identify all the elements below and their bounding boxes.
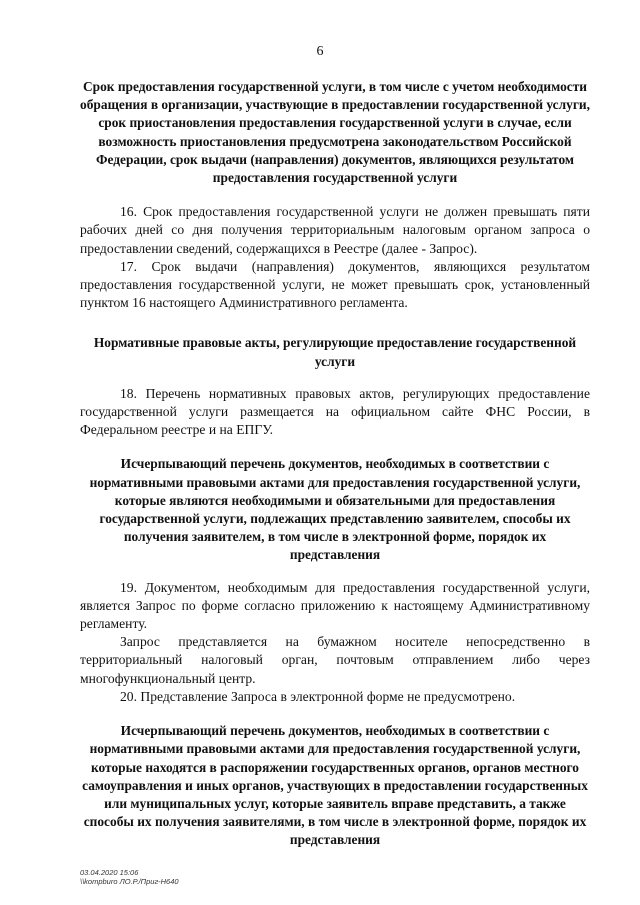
section-heading-normative-acts: Нормативные правовые акты, регулирующие предоставление государственной услуги	[93, 335, 577, 369]
paragraph-17: 17. Срок выдачи (направления) документов, являющихся результатом предоставления государственной услуги, не может превышать срок, установленный пунктом 16 настоящего Административного регламента.	[80, 258, 590, 311]
paragraph-19: 19. Документом, необходимым для предоставления государственной услуги, является Запрос по форме согласно приложению к настоящему Административному регламенту.	[80, 579, 590, 632]
footer-file-path: \\kompburo ЛО.Р./Приг-Н640	[80, 877, 179, 886]
paragraph-18: 18. Перечень нормативных правовых актов, регулирующих предоставление государственной услуги размещается на официальном сайте ФНС России, в Федеральном реестре и на ЕПГУ.	[80, 385, 590, 438]
paragraph-19-request: Запрос представляется на бумажном носителе непосредственно в территориальный налоговый орган, почтовым отправлением либо через многофункциональный центр.	[80, 634, 590, 686]
page-number: 6	[316, 44, 324, 59]
paragraph-16: 16. Срок предоставления государственной услуги не должен превышать пяти рабочих дней со дня получения территориальным налоговым органом запроса о предоставлении сведений, содержащихся в Реестре (далее - Запрос).	[80, 204, 590, 256]
document-body	[80, 78, 590, 850]
footer-stamp	[80, 868, 179, 886]
paragraph-20: 20. Представление Запроса в электронной форме не предусмотрено.	[120, 688, 516, 704]
section-heading-optional-documents: Исчерпывающий перечень документов, необходимых в соответствии с нормативными правовыми актами для предоставления государственной услуги, которые находятся в распоряжении государственных органов, органов местного самоуправления и иных органов, участвующих в предоставлении государственных или муниципальных услуг, которые заявитель вправе представить, а также способы их получения заявителями, в том числе в электронной форме, порядок их представления	[82, 723, 588, 848]
section-heading-required-documents: Исчерпывающий перечень документов, необходимых в соответствии с нормативными правовыми актами для предоставления государственной услуги, которые являются необходимыми и обязательными для предоставления государственной услуги, подлежащих представлению заявителем, способы их получения заявителем, в том числе в электронной форме, порядок их представления	[89, 456, 581, 563]
section-heading-term: Срок предоставления государственной услуги, в том числе с учетом необходимости обращения в организации, участвующие в предоставлении государственной услуги, срок приостановления предоставления государственной услуги в случае, если возможность приостановления предусмотрена законодательством Российской Федерации, срок выдачи (направления) документов, являющихся результатом предоставления государственной услуги	[80, 79, 590, 186]
footer-timestamp: 03.04.2020 15:06	[80, 868, 139, 877]
